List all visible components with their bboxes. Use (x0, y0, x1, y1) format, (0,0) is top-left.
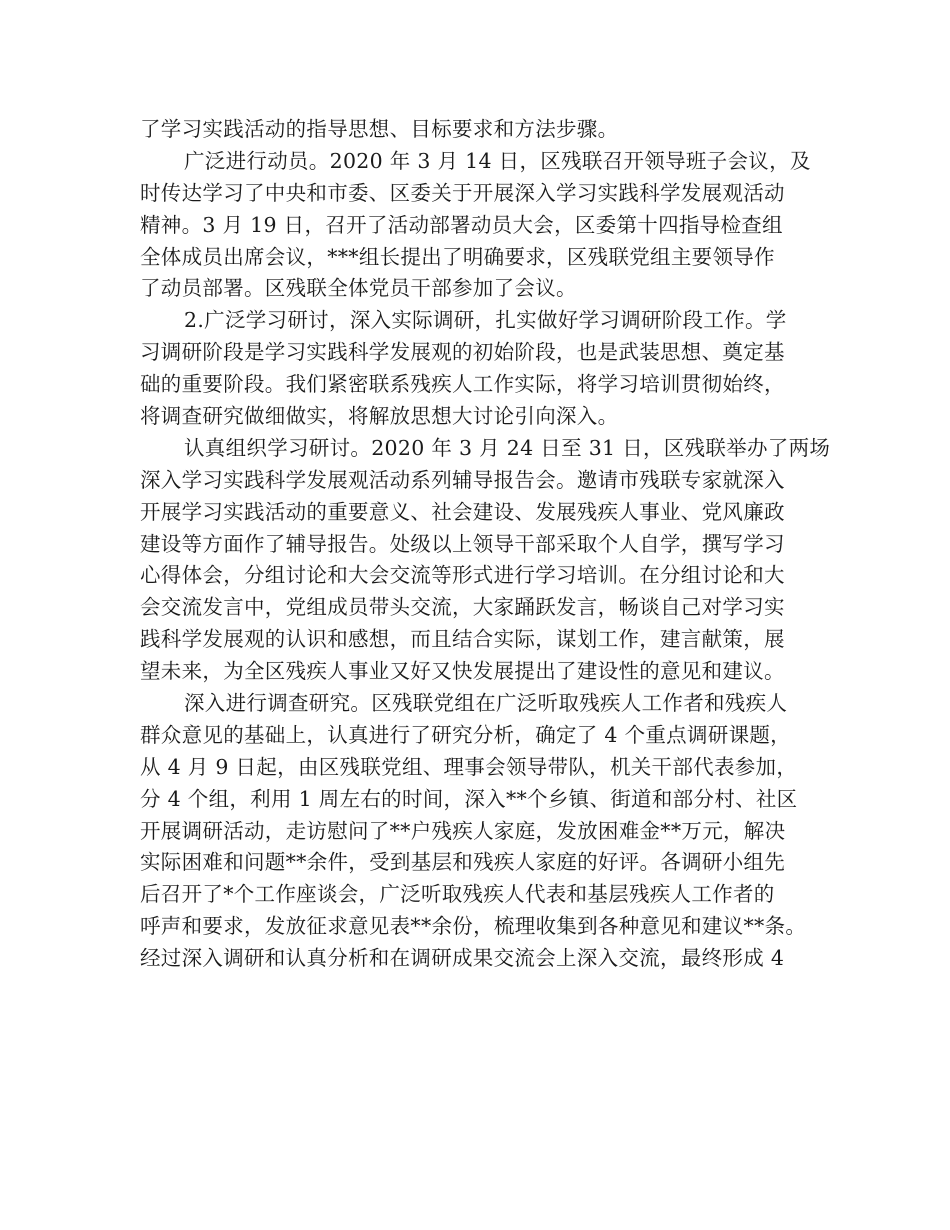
text-line: 深入学习实践科学发展观活动系列辅导报告会。邀请市残联专家就深入 (140, 467, 785, 492)
paragraph-start-line: 2.广泛学习研讨，深入实际调研，扎实做好学习调研阶段工作。学 (184, 308, 787, 333)
text-line: 群众意见的基础上，认真进行了研究分析，确定了 4 个重点调研课题， (140, 722, 791, 747)
text-line: 会交流发言中，党组成员带头交流，大家踊跃发言，畅谈自己对学习实 (140, 595, 785, 620)
text-line: 开展学习实践活动的重要意义、社会建设、发展残疾人事业、党风廉政 (140, 499, 785, 524)
text-line: 践科学发展观的认识和感想，而且结合实际，谋划工作，建言献策，展 (140, 627, 785, 652)
text-line: 实际困难和问题**余件，受到基层和残疾人家庭的好评。各调研小组先 (140, 850, 786, 875)
text-line: 础的重要阶段。我们紧密联系残疾人工作实际，将学习培训贯彻始终， (140, 372, 785, 397)
paragraph-start-line: 广泛进行动员。2020 年 3 月 14 日，区残联召开领导班子会议，及 (184, 148, 811, 173)
text-line: 呼声和要求，发放征求意见表**余份，梳理收集到各种意见和建议**条。 (140, 914, 807, 939)
text-line: 望未来，为全区残疾人事业又好又快发展提出了建设性的意见和建议。 (140, 659, 785, 684)
text-line: 心得体会，分组讨论和大会交流等形式进行学习培训。在分组讨论和大 (140, 563, 785, 588)
text-line: 从 4 月 9 日起，由区残联党组、理事会领导带队，机关干部代表参加， (140, 754, 798, 779)
text-line: 精神。3 月 19 日，召开了活动部署动员大会，区委第十四指导检查组 (140, 212, 783, 237)
text-line: 习调研阶段是学习实践科学发展观的初始阶段，也是武装思想、奠定基 (140, 340, 785, 365)
text-line: 了学习实践活动的指导思想、目标要求和方法步骤。 (140, 117, 619, 141)
document-body (140, 114, 830, 975)
text-line: 开展调研活动，走访慰问了**户残疾人家庭，发放困难金**万元，解决 (140, 818, 786, 843)
text-line: 了动员部署。区残联全体党员干部参加了会议。 (140, 276, 577, 301)
paragraph-start-line: 深入进行调查研究。区残联党组在广泛听取残疾人工作者和残疾人 (184, 691, 788, 716)
text-line: 经过深入调研和认真分析和在调研成果交流会上深入交流，最终形成 4 (140, 946, 785, 971)
text-line: 后召开了*个工作座谈会，广泛听取残疾人代表和基层残疾人工作者的 (140, 882, 775, 907)
text-line: 建设等方面作了辅导报告。处级以上领导干部采取个人自学，撰写学习 (140, 531, 785, 556)
text-line: 分 4 个组，利用 1 周左右的时间，深入**个乡镇、街道和部分村、社区 (140, 786, 798, 811)
text-line: 将调查研究做细做实，将解放思想大讨论引向深入。 (140, 404, 619, 429)
text-line: 时传达学习了中央和市委、区委关于开展深入学习实践科学发展观活动 (140, 180, 785, 205)
paragraph-start-line: 认真组织学习研讨。2020 年 3 月 24 日至 31 日，区残联举办了两场 (184, 435, 831, 460)
text-line: 全体成员出席会议，***组长提出了明确要求，区残联党组主要领导作 (140, 244, 775, 269)
